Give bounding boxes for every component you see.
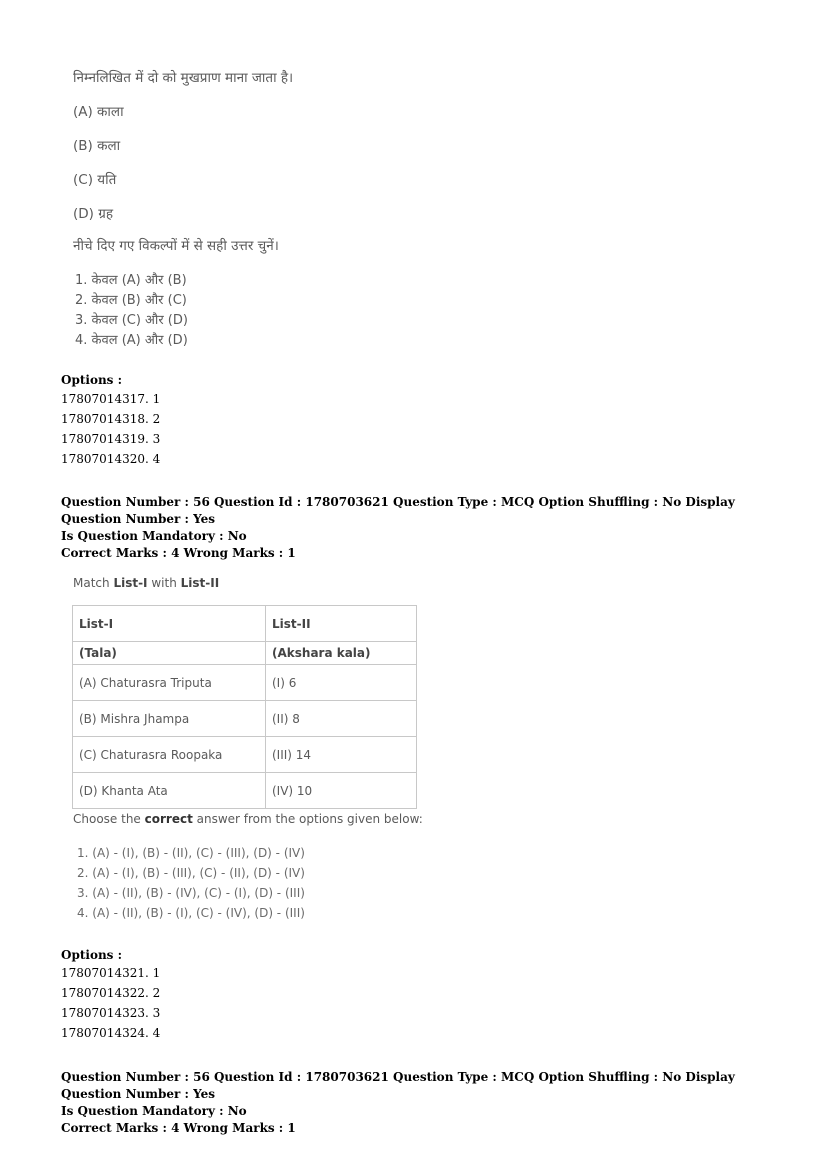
table-cell: (II) 8	[266, 701, 417, 737]
table-subheader-row	[73, 642, 417, 665]
q56-meta-line2: Is Question Mandatory : No	[61, 529, 247, 543]
q57-meta-line3: Correct Marks : 4 Wrong Marks : 1	[61, 1121, 296, 1135]
table-subheader-cell: (Akshara kala)	[266, 642, 417, 665]
q56-option-2: 17807014322. 2	[61, 986, 161, 1000]
q56-meta-line1: Question Number : 56 Question Id : 1780703621 Question Type : MCQ Option Shuffling : No Display Question Number : Yes	[61, 495, 735, 526]
q56-option-1: 17807014321. 1	[61, 966, 161, 980]
q56-option-3: 17807014323. 3	[61, 1006, 161, 1020]
q55-option-4: 17807014320. 4	[61, 452, 161, 466]
choose-suffix: answer from the options given below:	[192, 812, 423, 826]
q55-item-c: (C) यति	[73, 172, 117, 188]
table-cell: (I) 6	[266, 665, 417, 701]
table-cell: (IV) 10	[266, 773, 417, 809]
match-with: with	[147, 576, 181, 590]
table-row	[73, 665, 417, 701]
q55-option-3: 17807014319. 3	[61, 432, 161, 446]
q57-meta-line1: Question Number : 56 Question Id : 1780703621 Question Type : MCQ Option Shuffling : No Display Question Number : Yes	[61, 1070, 735, 1101]
table-cell: (D) Khanta Ata	[73, 773, 266, 809]
table-row	[73, 773, 417, 809]
table-header-cell: List-II	[266, 606, 417, 642]
q56-option-4: 17807014324. 4	[61, 1026, 161, 1040]
table-header-row	[73, 606, 417, 642]
table-row	[73, 701, 417, 737]
q55-item-d: (D) ग्रह	[73, 206, 114, 222]
table-cell: (C) Chaturasra Roopaka	[73, 737, 266, 773]
q55-option-2: 17807014318. 2	[61, 412, 161, 426]
q55-options-label: Options :	[61, 373, 123, 387]
table-header-cell: List-I	[73, 606, 266, 642]
q55-item-b: (B) कला	[73, 138, 121, 154]
q55-stem: निम्नलिखित में दो को मुखप्राण माना जाता है।	[73, 70, 294, 86]
q56-choice-4: 4. (A) - (II), (B) - (I), (C) - (IV), (D) - (III)	[77, 906, 305, 920]
q56-meta-line3: Correct Marks : 4 Wrong Marks : 1	[61, 546, 296, 560]
q56-meta	[61, 494, 791, 562]
q56-match-heading	[73, 576, 219, 590]
q56-choice-1: 1. (A) - (I), (B) - (II), (C) - (III), (D) - (IV)	[77, 846, 305, 860]
table-cell: (III) 14	[266, 737, 417, 773]
q57-meta-line2: Is Question Mandatory : No	[61, 1104, 247, 1118]
match-list2: List-II	[180, 576, 220, 590]
match-prefix: Match	[73, 576, 114, 590]
q55-choice-4: 4. केवल (A) और (D)	[75, 333, 188, 348]
q55-item-a: (A) काला	[73, 104, 124, 120]
choose-prefix: Choose the	[73, 812, 145, 826]
q56-choice-3: 3. (A) - (II), (B) - (IV), (C) - (I), (D) - (III)	[77, 886, 305, 900]
choose-bold: correct	[144, 812, 193, 826]
table-cell: (A) Chaturasra Triputa	[73, 665, 266, 701]
match-table	[72, 605, 417, 809]
q57-meta	[61, 1069, 791, 1137]
match-list1: List-I	[113, 576, 148, 590]
table-subheader-cell: (Tala)	[73, 642, 266, 665]
q56-options-label: Options :	[61, 948, 123, 962]
q56-choice-2: 2. (A) - (I), (B) - (III), (C) - (II), (D) - (IV)	[77, 866, 305, 880]
table-row	[73, 737, 417, 773]
q55-instruction: नीचे दिए गए विकल्पों में से सही उत्तर चुनें।	[73, 238, 279, 254]
q55-choice-1: 1. केवल (A) और (B)	[75, 273, 187, 288]
table-cell: (B) Mishra Jhampa	[73, 701, 266, 737]
q55-choice-2: 2. केवल (B) और (C)	[75, 293, 187, 308]
q55-option-1: 17807014317. 1	[61, 392, 161, 406]
q55-choice-3: 3. केवल (C) और (D)	[75, 313, 188, 328]
q56-choose-line	[73, 812, 423, 826]
